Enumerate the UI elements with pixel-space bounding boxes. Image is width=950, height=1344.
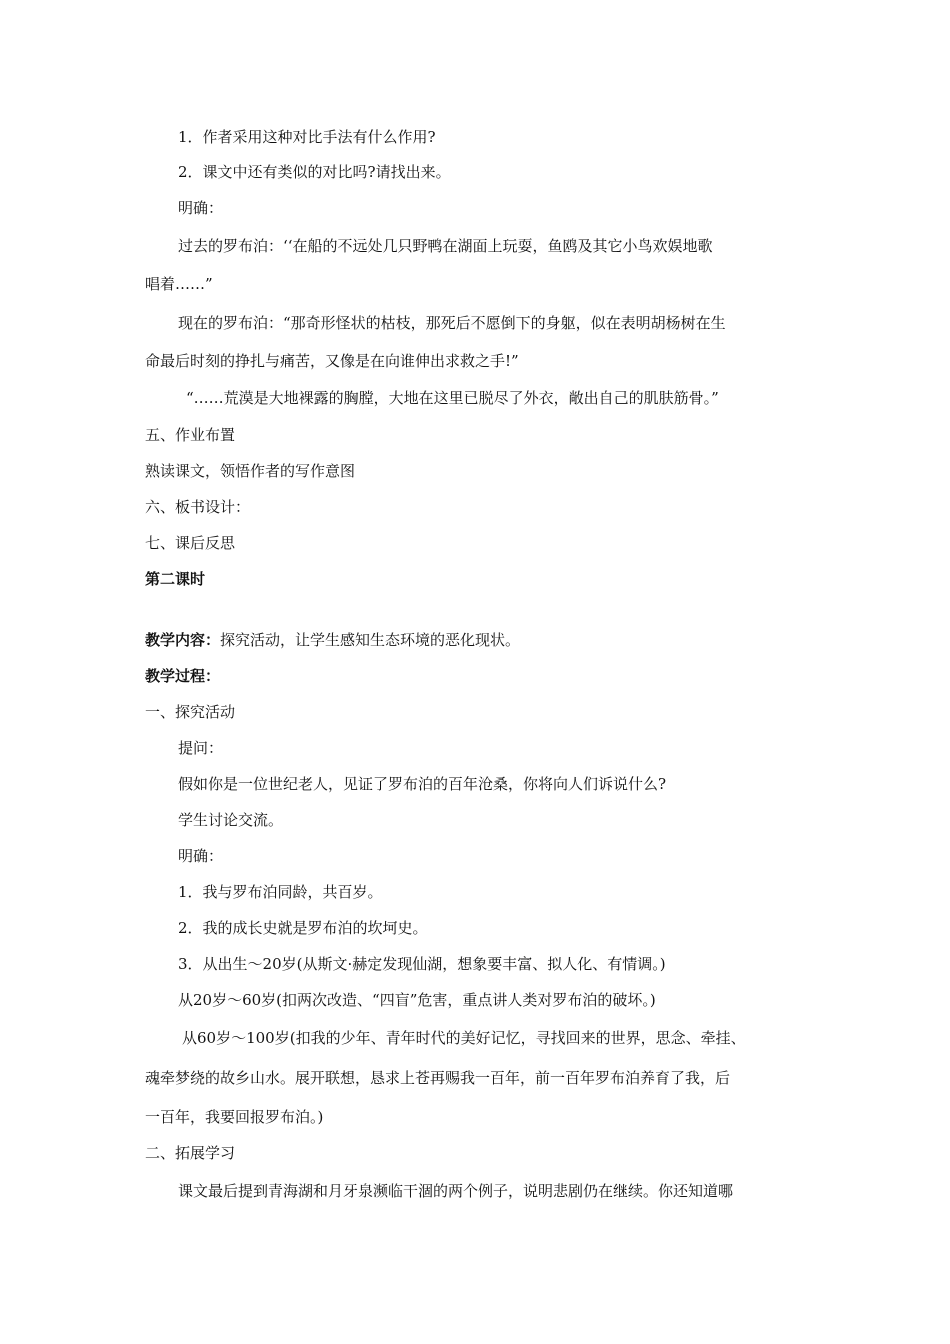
question-label: 提问： [178, 739, 224, 757]
teaching-content-text: 探究活动，让学生感知生态环境的恶化现状。 [220, 631, 521, 649]
point-2: 2．我的成长史就是罗布泊的坎坷史。 [178, 919, 428, 937]
age-60-100-cont: 魂牵梦绕的故乡山水。展开联想，恳求上苍再赐我一百年，前一百年罗布泊养育了我，后 [145, 1069, 731, 1087]
age-20-60: 从20岁～60岁(扣两次改造、“四盲”危害，重点讲人类对罗布泊的破坏。) [178, 991, 656, 1009]
past-lop-nur-paragraph: 过去的罗布泊：‘‘在船的不远处几只野鸭在湖面上玩耍，鱼鸥及其它小鸟欢娱地歌 [178, 237, 713, 255]
discussion-text: 学生讨论交流。 [178, 811, 284, 829]
point-3: 3．从出生～20岁(从斯文·赫定发现仙湖，想象要丰富、拟人化、有情调。) [178, 955, 666, 973]
answer-label-2: 明确： [178, 847, 224, 865]
past-lop-nur-paragraph-cont: 唱着……” [145, 275, 213, 293]
section-seven-heading: 七、课后反思 [145, 534, 236, 552]
age-60-100: 从60岁～100岁(扣我的少年、青年时代的美好记忆，寻找回来的世界，思念、牵挂、 [182, 1029, 746, 1047]
section-two-heading: 二、拓展学习 [145, 1144, 236, 1162]
question-2: 2．课文中还有类似的对比吗?请找出来。 [178, 163, 451, 181]
homework-text: 熟读课文，领悟作者的写作意图 [145, 462, 356, 480]
section-five-heading: 五、作业布置 [145, 426, 236, 444]
present-lop-nur-paragraph-cont: 命最后时刻的挣扎与痛苦，又像是在向谁伸出求救之手!” [145, 352, 519, 370]
second-lesson-heading: 第二课时 [145, 570, 206, 588]
extension-paragraph: 课文最后提到青海湖和月牙泉濒临干涸的两个例子，说明悲剧仍在继续。你还知道哪 [178, 1182, 734, 1200]
question-1: 1．作者采用这种对比手法有什么作用? [178, 128, 436, 146]
desert-quote: “……荒漠是大地裸露的胸膛，大地在这里已脱尽了外衣，敞出自己的肌肤筋骨。” [186, 389, 719, 407]
section-one-heading: 一、探究活动 [145, 703, 236, 721]
point-1: 1．我与罗布泊同龄，共百岁。 [178, 883, 383, 901]
teaching-content-label: 教学内容： [145, 631, 221, 649]
answer-label: 明确： [178, 199, 224, 217]
teaching-process-heading: 教学过程： [145, 667, 221, 685]
section-six-heading: 六、板书设计： [145, 498, 251, 516]
teaching-content-line [145, 630, 890, 650]
present-lop-nur-paragraph: 现在的罗布泊：“那奇形怪状的枯枝，那死后不愿倒下的身躯，似在表明胡杨树在生 [178, 314, 726, 332]
age-60-100-end: 一百年，我要回报罗布泊。) [145, 1108, 324, 1126]
question-text: 假如你是一位世纪老人，见证了罗布泊的百年沧桑，你将向人们诉说什么? [178, 775, 667, 793]
